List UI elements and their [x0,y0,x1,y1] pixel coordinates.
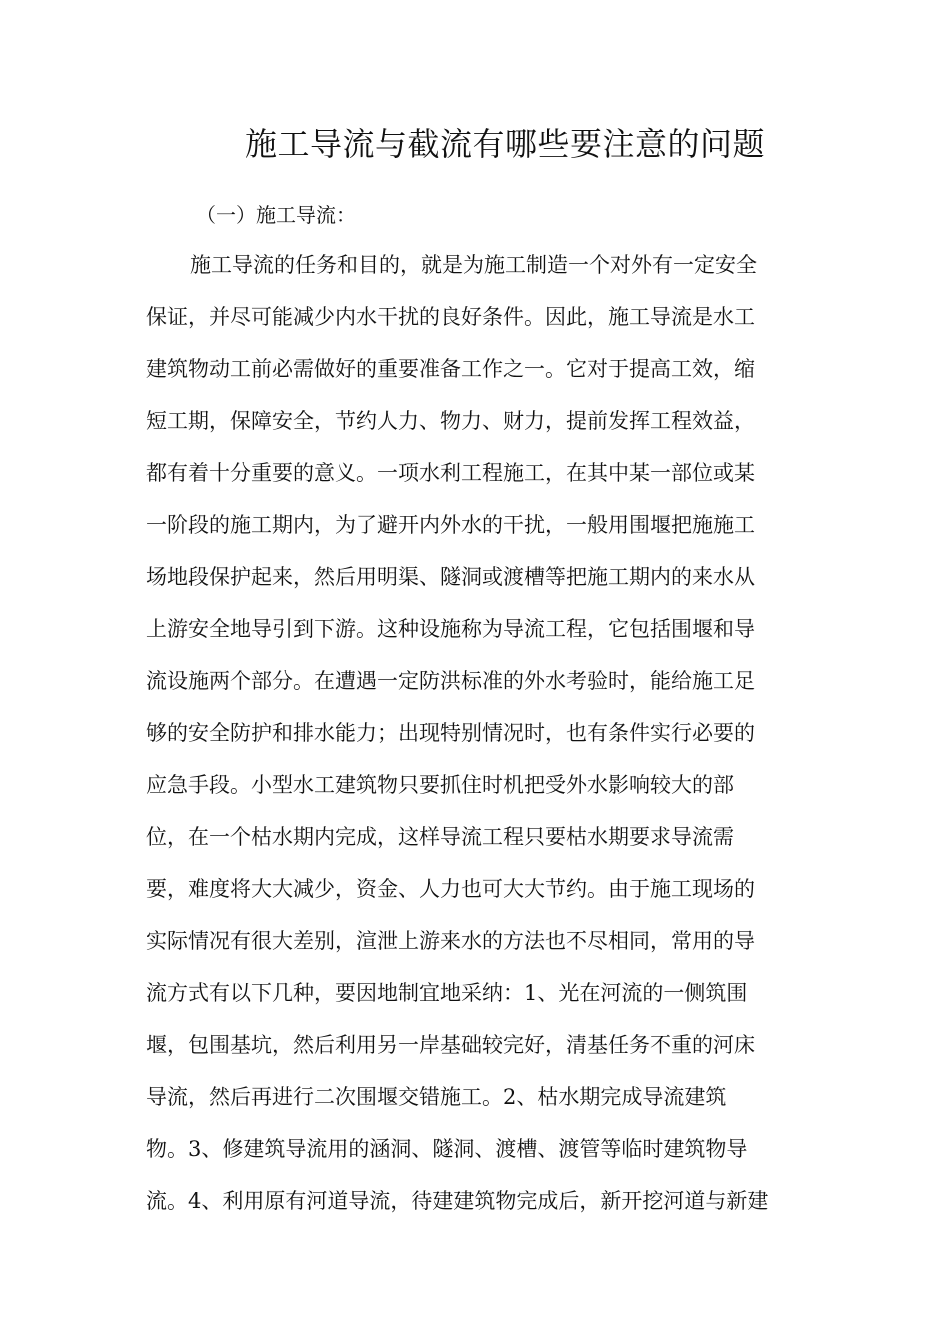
paragraph-line: 短工期，保障安全，节约人力、物力、财力，提前发挥工程效益， [146,409,755,433]
paragraph-line: 导流，然后再进行二次围堰交错施工。2、枯水期完成导流建筑 [146,1085,727,1109]
paragraph-line: 够的安全防护和排水能力；出现特别情况时，也有条件实行必要的 [146,721,755,745]
paragraph-line: 保证，并尽可能减少内水干扰的良好条件。因此，施工导流是水工 [146,305,755,329]
paragraph-line: 要，难度将大大减少，资金、人力也可大大节约。由于施工现场的 [146,877,755,901]
paragraph-line: 流设施两个部分。在遭遇一定防洪标准的外水考验时，能给施工足 [146,669,755,693]
paragraph-line: 场地段保护起来，然后用明渠、隧洞或渡槽等把施工期内的来水从 [146,565,755,589]
paragraph-line: 都有着十分重要的意义。一项水利工程施工，在其中某一部位或某 [146,461,755,485]
document-title: 施工导流与截流有哪些要注意的问题 [244,125,765,163]
paragraph-line: 施工导流的任务和目的，就是为施工制造一个对外有一定安全 [190,253,757,277]
paragraph-line: 实际情况有很大差别，渲泄上游来水的方法也不尽相同，常用的导 [146,929,755,953]
paragraph-line: 流。4、利用原有河道导流，待建建筑物完成后，新开挖河道与新建 [146,1189,769,1213]
paragraph-line: 堰，包围基坑，然后利用另一岸基础较完好，清基任务不重的河床 [146,1033,755,1057]
paragraph-line: 上游安全地导引到下游。这种设施称为导流工程，它包括围堰和导 [146,617,755,641]
paragraph-line: 应急手段。小型水工建筑物只要抓住时机把受外水影响较大的部 [146,773,734,797]
paragraph-line: 流方式有以下几种，要因地制宜地采纳：1、光在河流的一侧筑围 [146,981,748,1005]
paragraph-line: 一阶段的施工期内，为了避开内外水的干扰，一般用围堰把施施工 [146,513,755,537]
paragraph-line: 位，在一个枯水期内完成，这样导流工程只要枯水期要求导流需 [146,825,734,849]
section-heading: （一）施工导流： [196,203,356,227]
paragraph-line: 建筑物动工前必需做好的重要准备工作之一。它对于提高工效，缩 [146,357,755,381]
paragraph-line: 物。3、修建筑导流用的涵洞、隧洞、渡槽、渡管等临时建筑物导 [146,1137,748,1161]
